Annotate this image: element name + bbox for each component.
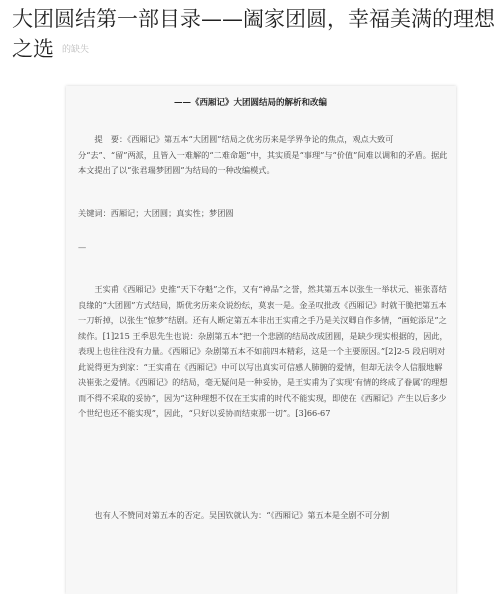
headline-faint-note: 的缺失: [62, 45, 90, 55]
document-title: ——《西厢记》大团圆结局的解析和改编: [174, 98, 328, 108]
document-body-paragraph: 王实甫《西厢记》史推“天下夺魁”之作，又有“神品”之誉，然其第五本以张生一举状元、崔张喜结良缘的“大团圆”方式结局，斯优劣历来众说纷纭，莫衷一是。金圣叹批改《西厢记》时就干脆把第五本一刀斩掉，以张生“惊梦”结剧。还有人断定第五本非出王实甫之手乃是关汉卿自作多情，“画蛇添足”之续作。[1]215 王季思先生也说：杂剧第五本“把一个悲剧的结局改成团圆，是缺少现实根据的，因此，表现上也往往没有力量。《西厢记》杂剧第五本不如前四本精彩，这是一个主要原因。”[2]2-5 段启明对此说得更为到家：“王实甫在《西厢记》中可以写出真实可信感人肺腑的爱情，但却无法令人信服地解决崔张之爱情。《西厢记》的结局，毫无疑问是一种妥协，是王实甫为了实现‘有情的终成了眷属’的理想而不得不采取的妥协”，因为“这种理想不仅在王实甫的时代不能实现，即使在《西厢记》产生以后多少个世纪也还不能实现”，因此，“只好以妥协而结束那一切”。[3]66-67: [78, 284, 448, 418]
headline: [12, 4, 497, 65]
headline-title: 大团圆结第一部目录——阖家团圆，幸福美满的理想之选: [12, 7, 495, 61]
section-dash: —: [78, 242, 87, 252]
document-abstract: 提 要：《西厢记》第五本“大团圆”结局之优劣历来是学界争论的焦点，观点大致可分“去”、“留”两派，且皆入一难解的“二难命题”中，其实质是“事理”与“价值”间难以调和的矛盾。据此本文提出了以“张君瑞梦团圆”为结局的一种改编模式。: [78, 134, 448, 175]
document-last-paragraph: 也有人不赞同对第五本的否定。吴国钦就认为：“《西厢记》第五本是全剧不可分割: [94, 510, 390, 520]
document-keywords: 关键词：西厢记；大团圆；真实性；梦团圆: [78, 208, 234, 218]
document-page-image: [66, 86, 456, 594]
